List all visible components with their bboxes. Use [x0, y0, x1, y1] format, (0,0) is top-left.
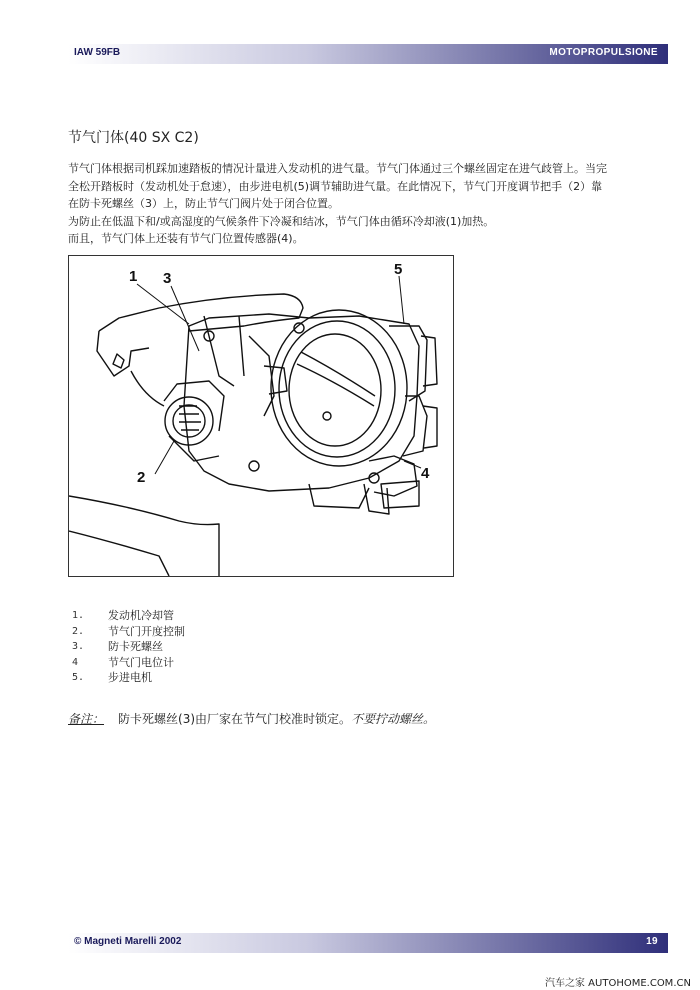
page-number: 19: [646, 936, 658, 947]
callout-2: 2: [137, 469, 146, 486]
legend-text: 防卡死螺丝: [108, 640, 163, 653]
callout-1: 1: [129, 268, 138, 285]
note: [68, 710, 435, 727]
paragraph-line: 而且，节气门体上还装有节气门位置传感器(4)。: [68, 232, 304, 245]
paragraph-line: 为防止在低温下和/或高湿度的气候条件下冷凝和结冰，节气门体由循环冷却液(1)加热。: [68, 214, 495, 228]
footer-bar: [68, 933, 668, 953]
description-paragraph: [68, 160, 648, 248]
note-label: 备注：: [68, 712, 105, 726]
callout-4: 4: [421, 465, 430, 482]
legend-text: 步进电机: [108, 671, 152, 684]
legend-number: 5.: [72, 672, 85, 683]
legend-item: [72, 670, 185, 686]
legend-text: 发动机冷却管: [108, 609, 174, 622]
legend-item: [72, 624, 185, 640]
note-emphasis: 不要拧动螺丝。: [351, 712, 436, 726]
legend-item: [72, 655, 185, 671]
legend-text: 节气门开度控制: [108, 624, 185, 638]
header-bar: [68, 44, 668, 64]
legend-number: 2.: [72, 625, 85, 637]
callout-3: 3: [163, 270, 172, 287]
paragraph-line: 在防卡死螺丝（3）上，防止节气门阀片处于闭合位置。: [68, 197, 339, 210]
throttle-body-figure: [68, 255, 454, 577]
legend-text: 节气门电位计: [108, 655, 174, 669]
header-model: IAW 59FB: [74, 47, 121, 58]
parts-legend: [72, 608, 185, 686]
paragraph-line: 全松开踏板时（发动机处于怠速），由步进电机(5)调节辅助进气量。在此情况下，节气门开度调节把手（2）靠: [68, 179, 603, 193]
paragraph-line: 节气门体根据司机踩加速踏板的情况计量进入发动机的进气量。节气门体通过三个螺丝固定在进气歧管上。当完: [68, 162, 607, 175]
throttle-body-drawing: [69, 256, 453, 576]
callout-5: 5: [394, 261, 403, 278]
section-title: 节气门体(40 SX C2): [68, 130, 199, 146]
legend-number: 3.: [72, 641, 85, 652]
legend-item: [72, 608, 185, 624]
watermark: 汽车之家 AUTOHOME.COM.CN: [545, 978, 691, 989]
legend-number: 1.: [72, 610, 85, 621]
header-section: MOTOPROPULSIONE: [549, 47, 658, 58]
footer-copyright: © Magneti Marelli 2002: [74, 936, 182, 947]
legend-number: 4: [72, 656, 79, 668]
legend-item: [72, 639, 185, 655]
note-text: 防卡死螺丝(3)由厂家在节气门校准时锁定。: [118, 712, 352, 726]
